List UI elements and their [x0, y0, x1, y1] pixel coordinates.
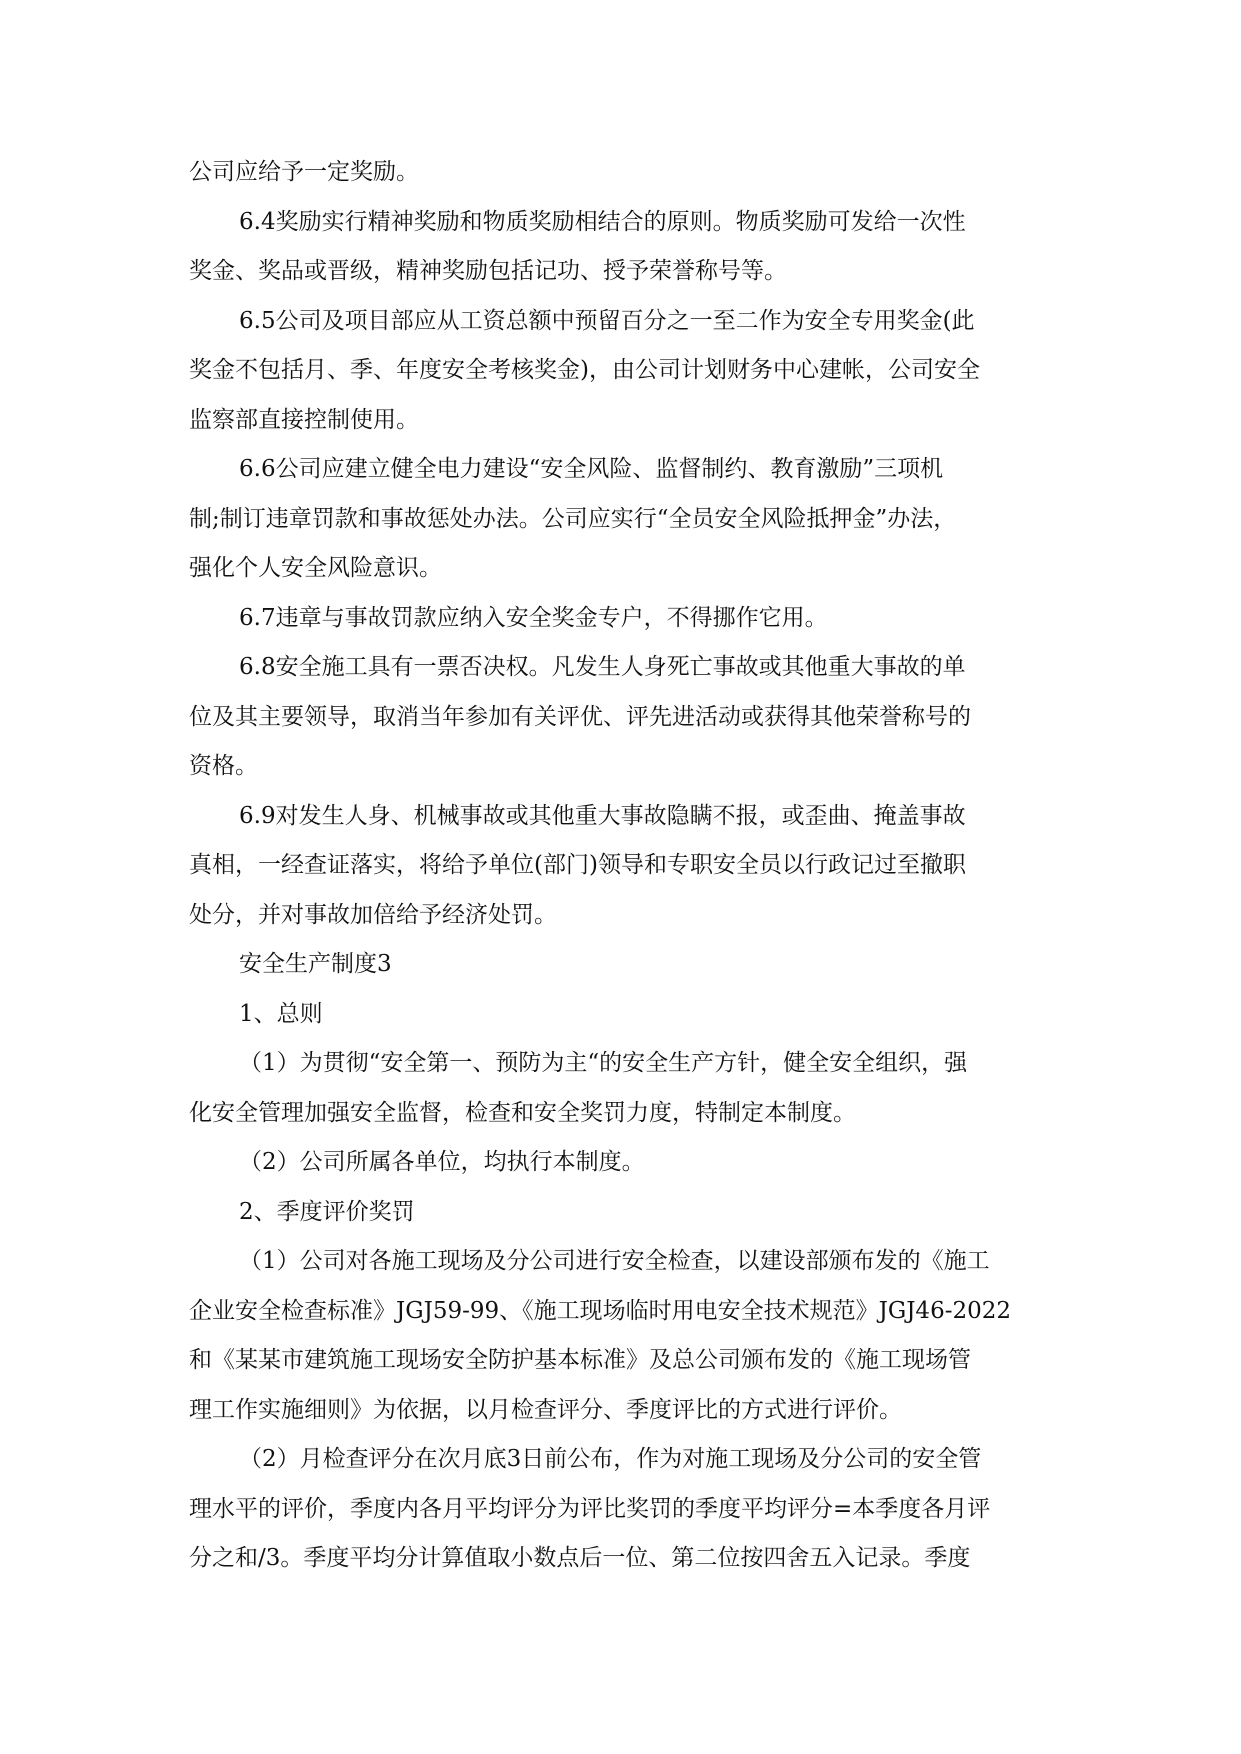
text-line: 分之和/3。季度平均分计算值取小数点后一位、第二位按四舍五入记录。季度 — [189, 1545, 971, 1571]
text-line: 制;制订违章罚款和事故惩处办法。公司应实行“全员安全风险抵押金”办法， — [189, 505, 957, 532]
text-line: 6.4奖励实行精神奖励和物质奖励相结合的原则。物质奖励可发给一次性 — [239, 208, 966, 235]
text-line: （2）月检查评分在次月底3日前公布，作为对施工现场及分公司的安全管 — [239, 1446, 982, 1472]
section-heading: 2、季度评价奖罚 — [239, 1198, 415, 1225]
text-line: （1）为贯彻“安全第一、预防为主“的安全生产方针，健全安全组织，强 — [239, 1050, 968, 1076]
text-line: 和《某某市建筑施工现场安全防护基本标准》及总公司颁布发的《施工现场管 — [189, 1347, 971, 1373]
text-line: 奖金不包括月、季、年度安全考核奖金)，由公司计划财务中心建帐，公司安全 — [189, 357, 980, 383]
document-body — [189, 148, 1059, 1584]
section-heading: 安全生产制度3 — [239, 951, 392, 977]
text-line: （2）公司所属各单位，均执行本制度。 — [239, 1149, 645, 1175]
text-line: 6.9对发生人身、机械事故或其他重大事故隐瞒不报，或歪曲、掩盖事故 — [239, 802, 966, 829]
text-line: 资格。 — [189, 753, 258, 779]
text-line: 6.7违章与事故罚款应纳入安全奖金专户，不得挪作它用。 — [239, 604, 828, 631]
text-line: 企业安全检查标准》JGJ59-99、《施工现场临时用电安全技术规范》JGJ46-2022 — [189, 1297, 1012, 1324]
text-line: 监察部直接控制使用。 — [189, 406, 419, 433]
text-line: 化安全管理加强安全监督，检查和安全奖罚力度，特制定本制度。 — [189, 1099, 856, 1126]
section-heading: 1、总则 — [239, 1000, 323, 1027]
text-line: 公司应给予一定奖励。 — [189, 159, 419, 185]
text-line: （1）公司对各施工现场及分公司进行安全检查，以建设部颁布发的《施工 — [239, 1248, 990, 1274]
text-line: 6.8安全施工具有一票否决权。凡发生人身死亡事故或其他重大事故的单 — [239, 654, 966, 680]
text-line: 强化个人安全风险意识。 — [189, 555, 442, 581]
text-line: 真相，一经查证落实，将给予单位(部门)领导和专职安全员以行政记过至撤职 — [189, 852, 966, 878]
text-line: 理水平的评价，季度内各月平均评分为评比奖罚的季度平均评分=本季度各月评 — [189, 1495, 991, 1522]
text-line: 理工作实施细则》为依据，以月检查评分、季度评比的方式进行评价。 — [189, 1396, 902, 1423]
text-line: 6.5公司及项目部应从工资总额中预留百分之一至二作为安全专用奖金(此 — [239, 307, 975, 334]
text-line: 处分，并对事故加倍给予经济处罚。 — [189, 901, 557, 928]
text-line: 位及其主要领导，取消当年参加有关评优、评先进活动或获得其他荣誉称号的 — [189, 703, 971, 730]
text-line: 奖金、奖品或晋级，精神奖励包括记功、授予荣誉称号等。 — [189, 258, 787, 284]
text-line: 6.6公司应建立健全电力建设“安全风险、监督制约、教育激励”三项机 — [239, 456, 944, 482]
